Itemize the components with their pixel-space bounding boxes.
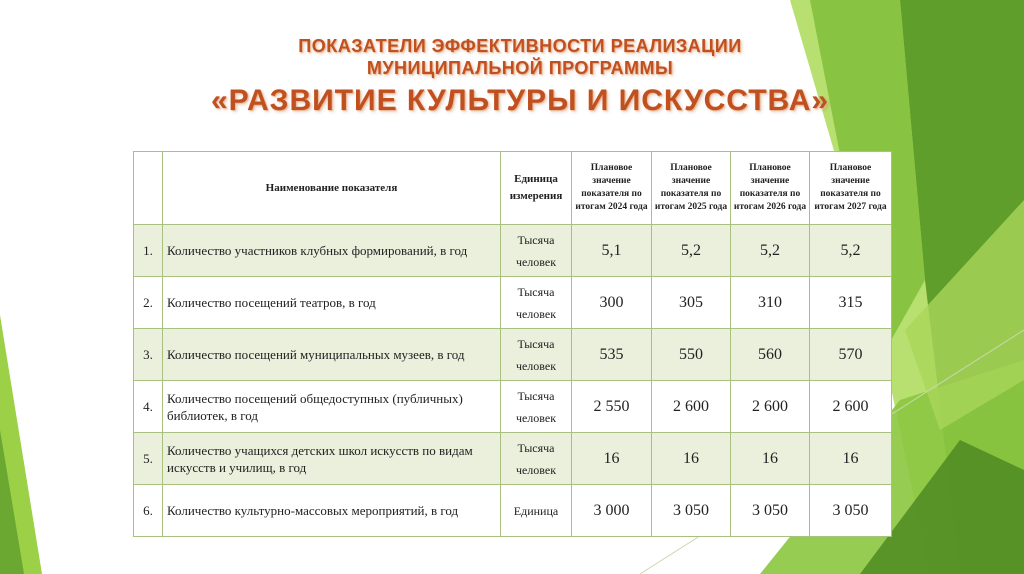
row-value-2027: 570 [810, 329, 892, 381]
row-indicator-name: Количество посещений театров, в год [163, 277, 501, 329]
row-value-2025: 3 050 [652, 485, 731, 537]
header-2024: Плановое значение показателя по итогам 2024 года [572, 152, 652, 225]
row-value-2024: 300 [572, 277, 652, 329]
table-row [134, 485, 892, 537]
header-2026: Плановое значение показателя по итогам 2026 года [731, 152, 810, 225]
row-value-2026: 3 050 [731, 485, 810, 537]
title-line-1: ПОКАЗАТЕЛИ ЭФФЕКТИВНОСТИ РЕАЛИЗАЦИИ [298, 36, 742, 56]
row-value-2024: 16 [572, 433, 652, 485]
row-value-2024: 2 550 [572, 381, 652, 433]
row-unit: Тысяча человек [501, 433, 572, 485]
row-value-2027: 2 600 [810, 381, 892, 433]
row-value-2025: 2 600 [652, 381, 731, 433]
table-row [134, 225, 892, 277]
row-value-2026: 5,2 [731, 225, 810, 277]
row-value-2025: 550 [652, 329, 731, 381]
row-value-2024: 535 [572, 329, 652, 381]
header-num-cell [134, 152, 163, 225]
table-header-row [134, 152, 892, 225]
row-indicator-name: Количество участников клубных формирований, в год [163, 225, 501, 277]
row-value-2024: 5,1 [572, 225, 652, 277]
row-value-2027: 315 [810, 277, 892, 329]
row-value-2025: 5,2 [652, 225, 731, 277]
row-indicator-name: Количество культурно-массовых мероприятий, в год [163, 485, 501, 537]
table-row [134, 381, 892, 433]
table-row [134, 277, 892, 329]
row-value-2026: 16 [731, 433, 810, 485]
row-value-2024: 3 000 [572, 485, 652, 537]
row-number: 5. [134, 433, 163, 485]
row-unit: Единица [501, 485, 572, 537]
header-name: Наименование показателя [163, 152, 501, 225]
row-value-2027: 16 [810, 433, 892, 485]
row-unit: Тысяча человек [501, 277, 572, 329]
table-row [134, 329, 892, 381]
row-unit: Тысяча человек [501, 381, 572, 433]
indicators-table [133, 151, 892, 537]
row-number: 4. [134, 381, 163, 433]
title-line-3: «РАЗВИТИЕ КУЛЬТУРЫ И ИСКУССТВА» [210, 84, 830, 117]
row-number: 2. [134, 277, 163, 329]
header-unit: Единица измерения [501, 152, 572, 225]
row-value-2025: 16 [652, 433, 731, 485]
row-number: 6. [134, 485, 163, 537]
row-unit: Тысяча человек [501, 329, 572, 381]
row-number: 1. [134, 225, 163, 277]
header-2027: Плановое значение показателя по итогам 2027 года [810, 152, 892, 225]
row-number: 3. [134, 329, 163, 381]
row-value-2026: 2 600 [731, 381, 810, 433]
row-indicator-name: Количество посещений общедоступных (публичных) библиотек, в год [163, 381, 501, 433]
row-value-2026: 560 [731, 329, 810, 381]
row-value-2026: 310 [731, 277, 810, 329]
header-2025: Плановое значение показателя по итогам 2025 года [652, 152, 731, 225]
row-indicator-name: Количество посещений муниципальных музеев, в год [163, 329, 501, 381]
row-value-2027: 5,2 [810, 225, 892, 277]
row-unit: Тысяча человек [501, 225, 572, 277]
row-value-2027: 3 050 [810, 485, 892, 537]
table-row [134, 433, 892, 485]
row-value-2025: 305 [652, 277, 731, 329]
title-line-2: МУНИЦИПАЛЬНОЙ ПРОГРАММЫ [366, 58, 674, 78]
row-indicator-name: Количество учащихся детских школ искусств по видам искусств и училищ, в год [163, 433, 501, 485]
